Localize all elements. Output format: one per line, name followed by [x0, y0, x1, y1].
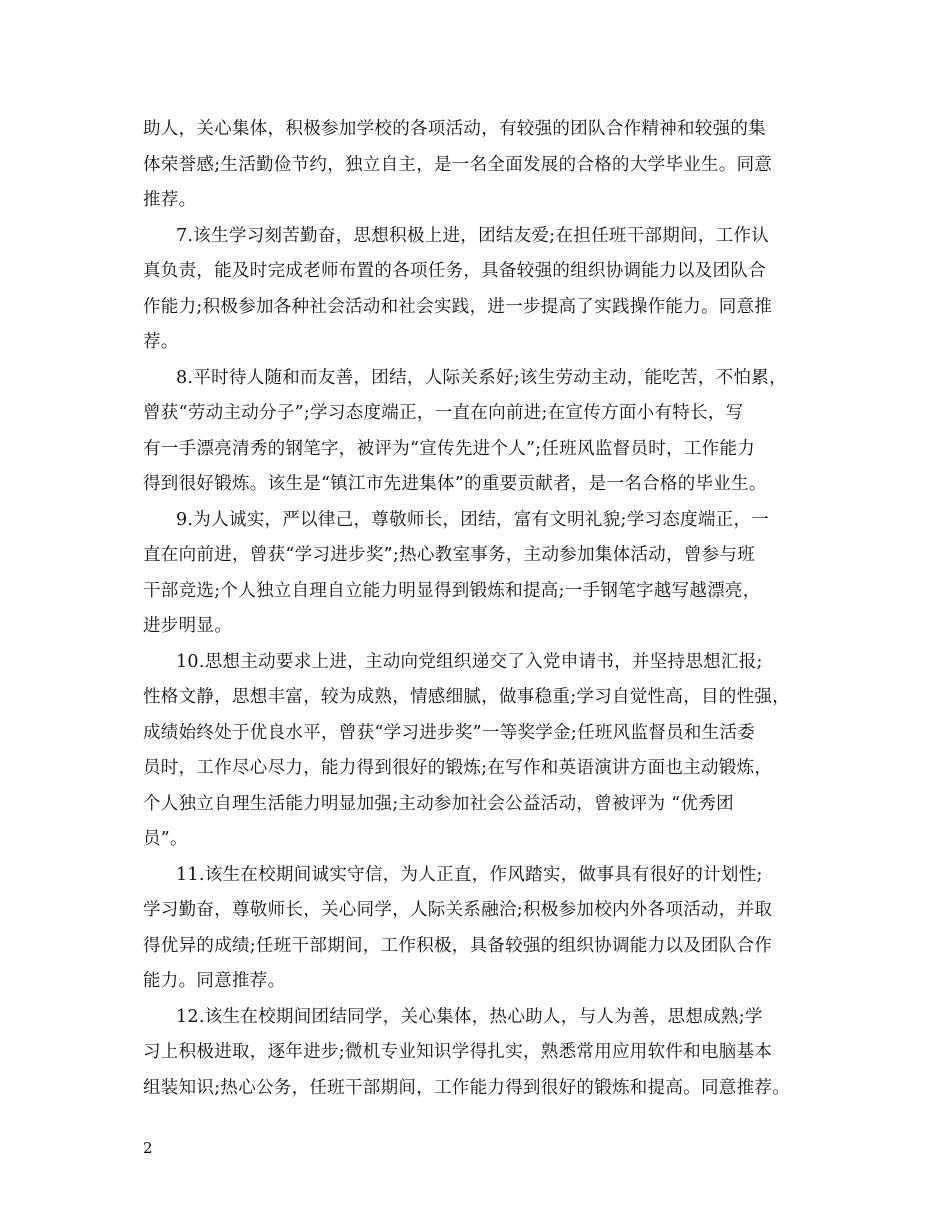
- text-line: 10.思想主动要求上进，主动向党组织递交了入党申请书，并坚持思想汇报;: [176, 651, 763, 672]
- paragraph-item-10: [143, 645, 813, 858]
- text-line: 作能力;积极参加各种社会活动和社会实践，进一步提高了实践操作能力。同意推: [143, 296, 773, 317]
- text-line: 荐。: [143, 332, 179, 352]
- text-line: 真负责，能及时完成老师布置的各项任务，具备较强的组织协调能力以及团队合: [143, 261, 766, 281]
- text-line: 7.该生学习刻苦勤奋，思想积极上进，团结友爱;在担任班干部期间，工作认: [176, 225, 770, 246]
- paragraph-item-12: [143, 1000, 813, 1107]
- text-line: 员”。: [143, 829, 188, 849]
- text-line: 学习勤奋，尊敬师长，关心同学，人际关系融洽;积极参加校内外各项活动，并取: [143, 900, 773, 920]
- text-line: 组装知识;热心公务，任班干部期间，工作能力得到很好的锻炼和提高。同意推荐。: [143, 1077, 790, 1098]
- text-line: 9.为人诚实，严以律己，尊敬师长，团结，富有文明礼貌;学习态度端正，一: [176, 509, 770, 530]
- paragraph-item-9: [143, 503, 813, 645]
- paragraph-continuation: [143, 112, 813, 219]
- text-line: 直在向前进，曾获“学习进步奖”;热心教室事务，主动参加集体活动，曾参与班: [143, 545, 756, 565]
- text-line: 12.该生在校期间团结同学，关心集体，热心助人，与人为善，思想成熟;学: [176, 1006, 763, 1027]
- text-line: 推荐。: [143, 190, 197, 210]
- paragraph-item-7: [143, 219, 813, 361]
- text-line: 性格文静，思想丰富，较为成熟，情感细腻，做事稳重;学习自觉性高，目的性强，: [143, 687, 790, 707]
- text-line: 11.该生在校期间诚实守信，为人正直，作风踏实，做事具有很好的计划性;: [176, 864, 763, 885]
- text-line: 8.平时待人随和而友善，团结，人际关系好;该生劳动主动，能吃苦，不怕累，: [176, 367, 787, 388]
- document-body: [143, 112, 813, 1106]
- text-line: 得优异的成绩;任班干部期间，工作积极，具备较强的组织协调能力以及团队合作: [143, 935, 773, 956]
- paragraph-item-11: [143, 858, 813, 1000]
- paragraph-item-8: [143, 361, 813, 503]
- text-line: 个人独立自理生活能力明显加强;主动参加社会公益活动，曾被评为 “优秀团: [143, 793, 734, 814]
- text-line: 体荣誉感;生活勤俭节约，独立自主，是一名全面发展的合格的大学毕业生。同意: [143, 154, 773, 175]
- text-line: 成绩始终处于优良水平，曾获“学习进步奖”一等奖学金;任班风监督员和生活委: [143, 722, 756, 743]
- text-line: 干部竞选;个人独立自理自立能力明显得到锻炼和提高;一手钢笔字越写越漂亮，: [143, 580, 761, 601]
- text-line: 助人，关心集体，积极参加学校的各项活动，有较强的团队合作精神和较强的集: [143, 119, 766, 139]
- text-line: 能力。同意推荐。: [143, 971, 286, 991]
- text-line: 习上积极进取，逐年进步;微机专业知识学得扎实，熟悉常用应用软件和电脑基本: [143, 1042, 773, 1062]
- text-line: 曾获“劳动主动分子”;学习态度端正，一直在向前进;在宣传方面小有特长，写: [143, 403, 744, 423]
- text-line: 得到很好锻炼。该生是“镇江市先进集体”的重要贡献者，是一名合格的毕业生。: [143, 474, 767, 494]
- text-line: 有一手漂亮清秀的钢笔字，被评为“宣传先进个人”;任班风监督员时，工作能力: [143, 438, 756, 459]
- text-line: 员时，工作尽心尽力，能力得到很好的锻炼;在写作和英语演讲方面也主动锻炼，: [143, 758, 773, 778]
- page-number: 2: [143, 1139, 153, 1157]
- text-line: 进步明显。: [143, 616, 232, 636]
